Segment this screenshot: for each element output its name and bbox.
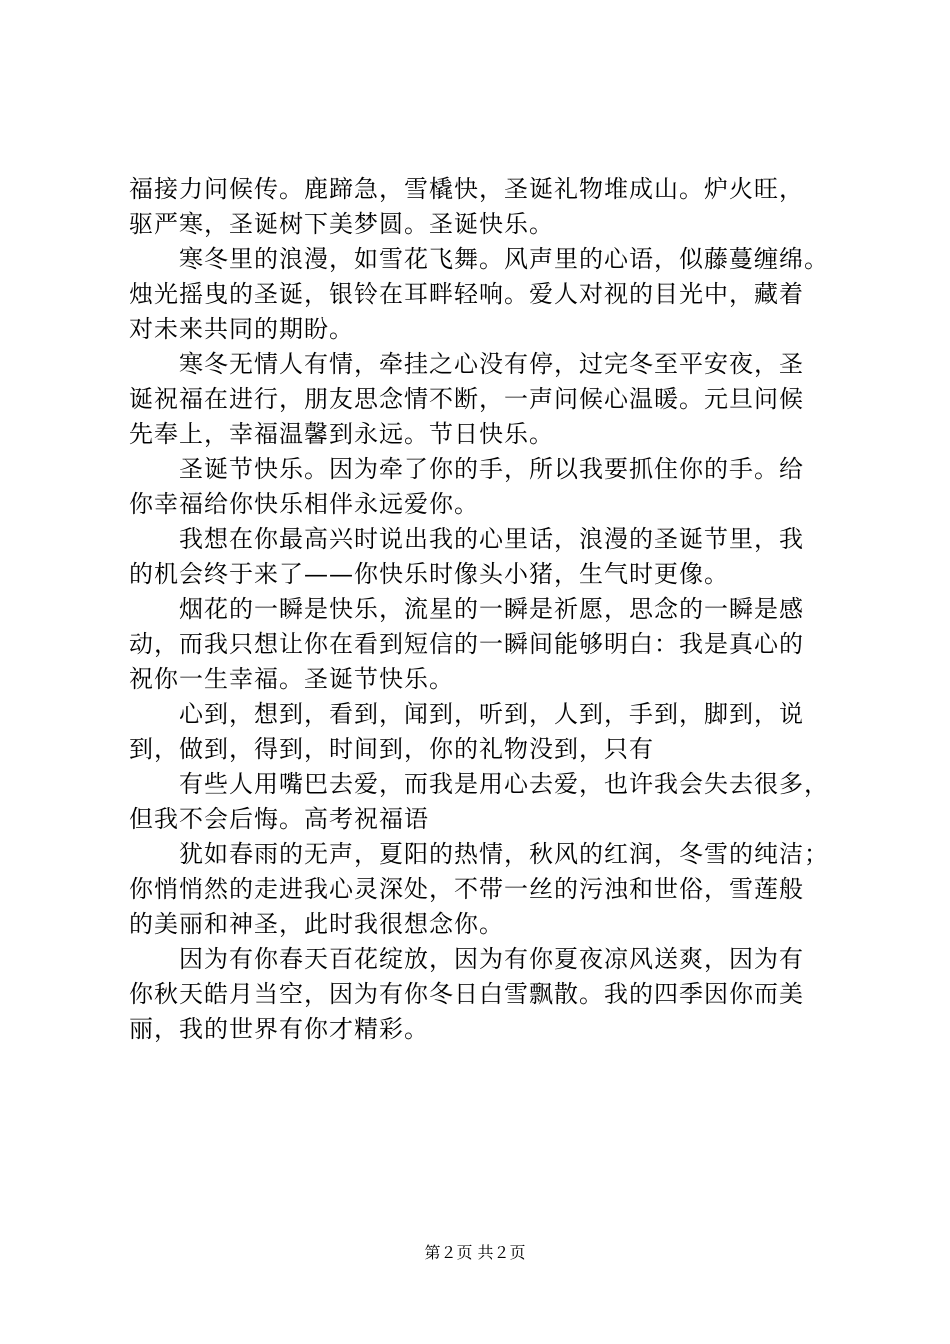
text-line: 你秋天皓月当空，因为有你冬日白雪飘散。我的四季因你而美 [129,980,804,1008]
text-line: 丽，我的世界有你才精彩。 [129,1015,429,1043]
text-line: 烛光摇曳的圣诞，银铃在耳畔轻响。爱人对视的目光中，藏着 [129,280,804,308]
text-line: 你幸福给你快乐相伴永远爱你。 [129,490,479,518]
text-line: 有些人用嘴巴去爱，而我是用心去爱，也许我会失去很多， [129,770,829,798]
text-line: 福接力问候传。鹿蹄急，雪橇快，圣诞礼物堆成山。炉火旺， [129,175,804,203]
text-line: 我想在你最高兴时说出我的心里话，浪漫的圣诞节里，我 [129,525,804,553]
text-line: 到，做到，得到，时间到，你的礼物没到，只有 [129,735,654,763]
text-line: 犹如春雨的无声，夏阳的热情，秋风的红润，冬雪的纯洁； [129,840,829,868]
text-line: 寒冬无情人有情，牵挂之心没有停，过完冬至平安夜，圣 [129,350,804,378]
text-line: 你悄悄然的走进我心灵深处，不带一丝的污浊和世俗，雪莲般 [129,875,804,903]
paragraph [129,347,833,452]
text-line: 但我不会后悔。高考祝福语 [129,805,429,833]
text-line: 因为有你春天百花绽放，因为有你夏夜凉风送爽，因为有 [129,945,804,973]
paragraph [129,697,833,767]
text-line: 烟花的一瞬是快乐，流星的一瞬是祈愿，思念的一瞬是感 [129,595,804,623]
text-line: 诞祝福在进行，朋友思念情不断，一声问候心温暖。元旦问候 [129,385,804,413]
text-line: 寒冬里的浪漫，如雪花飞舞。风声里的心语，似藤蔓缠绵。 [129,245,829,273]
page-footer: 第２页 共２页 [424,1243,526,1262]
paragraph [129,452,833,522]
text-line: 心到，想到，看到，闻到，听到，人到，手到，脚到，说 [129,700,804,728]
text-line: 的美丽和神圣，此时我很想念你。 [129,910,504,938]
text-line: 圣诞节快乐。因为牵了你的手，所以我要抓住你的手。给 [129,455,804,483]
text-line: 祝你一生幸福。圣诞节快乐。 [129,665,454,693]
paragraph [129,837,833,942]
text-line: 先奉上，幸福温馨到永远。节日快乐。 [129,420,554,448]
paragraph [129,242,833,347]
paragraph [129,522,833,592]
paragraph [129,767,833,837]
text-line: 动，而我只想让你在看到短信的一瞬间能够明白：我是真心的 [129,630,804,658]
text-line: 的机会终于来了——你快乐时像头小猪，生气时更像。 [129,560,729,588]
paragraph [129,172,833,242]
paragraph [129,942,833,1047]
text-line: 对未来共同的期盼。 [129,315,354,343]
paragraph [129,592,833,697]
text-line: 驱严寒，圣诞树下美梦圆。圣诞快乐。 [129,210,554,238]
document-body [129,172,833,1047]
